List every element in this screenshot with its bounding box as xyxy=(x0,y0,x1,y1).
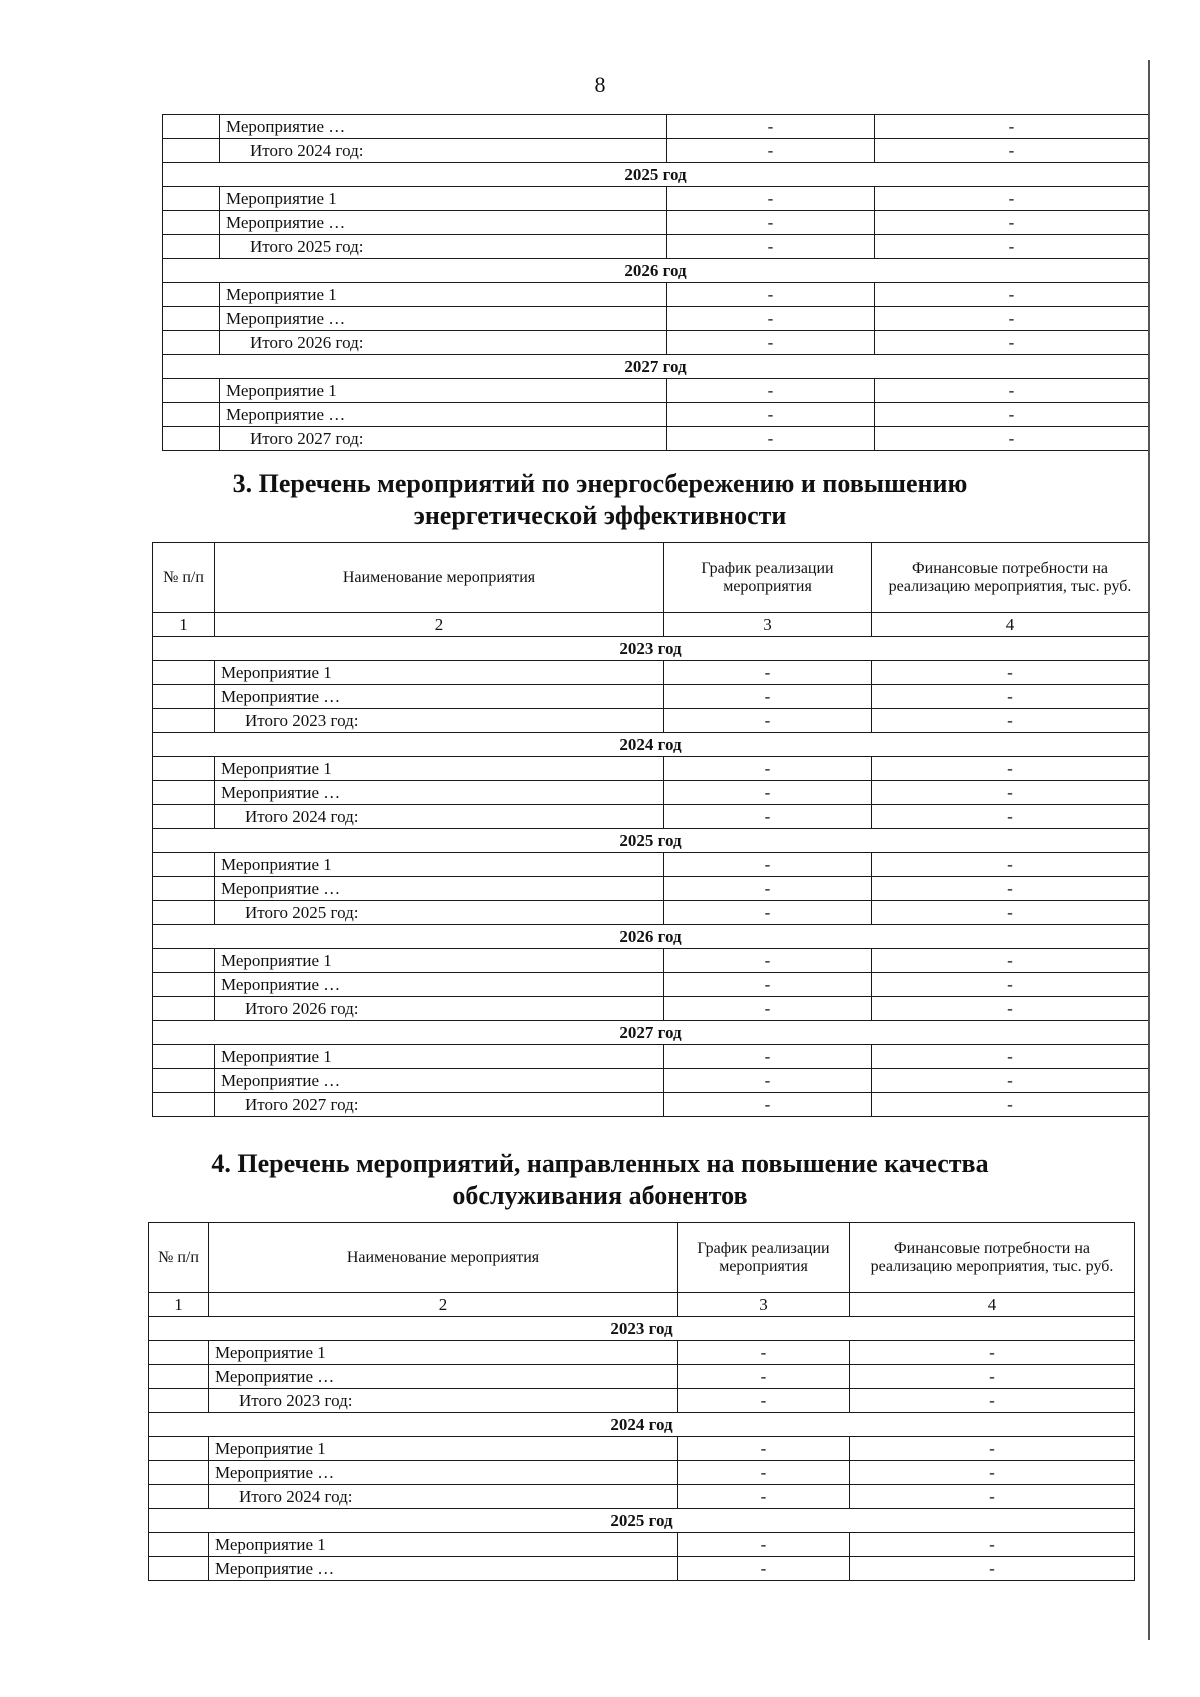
total-row xyxy=(163,427,1149,451)
schedule-cell: - xyxy=(678,1341,850,1365)
section-3-heading-line-1: 3. Перечень мероприятий по энергосбережению и повышению xyxy=(232,469,968,498)
activity-name: Мероприятие … xyxy=(220,403,667,427)
row-number-cell xyxy=(153,997,215,1021)
year-row xyxy=(163,163,1149,187)
schedule-cell: - xyxy=(667,235,875,259)
activity-name: Мероприятие 1 xyxy=(215,661,664,685)
schedule-cell: - xyxy=(667,115,875,139)
table-row xyxy=(149,1461,1135,1485)
row-number-cell xyxy=(153,757,215,781)
year-row xyxy=(149,1413,1135,1437)
schedule-cell: - xyxy=(678,1485,850,1509)
finance-cell: - xyxy=(850,1485,1135,1509)
table-row xyxy=(149,1341,1135,1365)
finance-cell: - xyxy=(850,1533,1135,1557)
schedule-cell: - xyxy=(664,973,872,997)
row-number-cell xyxy=(153,685,215,709)
table-row xyxy=(153,661,1149,685)
finance-cell: - xyxy=(875,403,1149,427)
page-number: 8 xyxy=(594,72,606,97)
header-finance: Финансовые потребности на реализацию мероприятия, тыс. руб. xyxy=(872,543,1149,613)
activity-name: Мероприятие 1 xyxy=(215,1045,664,1069)
row-number-cell xyxy=(149,1389,209,1413)
total-label: Итого 2025 год: xyxy=(220,235,667,259)
finance-cell: - xyxy=(872,757,1149,781)
row-number-cell xyxy=(163,235,220,259)
activity-name: Мероприятие 1 xyxy=(209,1341,678,1365)
schedule-cell: - xyxy=(667,403,875,427)
row-number-cell xyxy=(163,139,220,163)
finance-cell: - xyxy=(872,1093,1149,1117)
finance-cell: - xyxy=(872,877,1149,901)
year-row xyxy=(153,1021,1149,1045)
total-label: Итого 2023 год: xyxy=(209,1389,678,1413)
table-header xyxy=(149,1223,1135,1293)
finance-cell: - xyxy=(872,661,1149,685)
finance-cell: - xyxy=(872,805,1149,829)
total-row xyxy=(153,901,1149,925)
activity-name: Мероприятие 1 xyxy=(215,853,664,877)
activity-name: Мероприятие … xyxy=(220,115,667,139)
row-number-cell xyxy=(149,1533,209,1557)
finance-cell: - xyxy=(872,949,1149,973)
row-number-cell xyxy=(153,1093,215,1117)
finance-cell: - xyxy=(872,997,1149,1021)
finance-cell: - xyxy=(872,973,1149,997)
total-row xyxy=(153,1093,1149,1117)
schedule-cell: - xyxy=(664,997,872,1021)
schedule-cell: - xyxy=(664,757,872,781)
year-label: 2024 год xyxy=(153,733,1149,757)
column-number: 4 xyxy=(872,613,1149,637)
finance-cell: - xyxy=(875,379,1149,403)
header-name: Наименование мероприятия xyxy=(215,543,664,613)
activity-name: Мероприятие … xyxy=(220,211,667,235)
total-row xyxy=(149,1485,1135,1509)
column-number: 3 xyxy=(664,613,872,637)
total-row xyxy=(153,709,1149,733)
column-number: 2 xyxy=(215,613,664,637)
activity-name: Мероприятие … xyxy=(215,1069,664,1093)
table-row xyxy=(153,973,1149,997)
schedule-cell: - xyxy=(678,1365,850,1389)
table-row xyxy=(163,187,1149,211)
total-label: Итого 2026 год: xyxy=(220,331,667,355)
finance-cell: - xyxy=(850,1557,1135,1581)
activity-name: Мероприятие 1 xyxy=(209,1533,678,1557)
schedule-cell: - xyxy=(678,1557,850,1581)
row-number-cell xyxy=(149,1437,209,1461)
total-label: Итого 2024 год: xyxy=(215,805,664,829)
column-number: 1 xyxy=(153,613,215,637)
year-label: 2025 год xyxy=(149,1509,1135,1533)
schedule-cell: - xyxy=(678,1533,850,1557)
activity-name: Мероприятие 1 xyxy=(220,187,667,211)
header-name: Наименование мероприятия xyxy=(209,1223,678,1293)
total-label: Итого 2024 год: xyxy=(220,139,667,163)
section-4-heading xyxy=(0,1148,1200,1212)
row-number-cell xyxy=(163,307,220,331)
total-label: Итого 2027 год: xyxy=(220,427,667,451)
schedule-cell: - xyxy=(664,901,872,925)
activity-name: Мероприятие 1 xyxy=(215,757,664,781)
table-row xyxy=(149,1557,1135,1581)
row-number-cell xyxy=(149,1341,209,1365)
finance-cell: - xyxy=(850,1389,1135,1413)
year-row xyxy=(153,733,1149,757)
table-row xyxy=(153,877,1149,901)
row-number-cell xyxy=(153,853,215,877)
table-row xyxy=(149,1437,1135,1461)
section-4-heading-line-1: 4. Перечень мероприятий, направленных на повышение качества xyxy=(211,1149,989,1178)
schedule-cell: - xyxy=(664,949,872,973)
schedule-cell: - xyxy=(664,853,872,877)
year-row xyxy=(149,1317,1135,1341)
activity-name: Мероприятие 1 xyxy=(220,283,667,307)
schedule-cell: - xyxy=(667,211,875,235)
finance-cell: - xyxy=(875,427,1149,451)
schedule-cell: - xyxy=(678,1389,850,1413)
row-number-cell xyxy=(163,379,220,403)
activity-name: Мероприятие 1 xyxy=(209,1437,678,1461)
finance-cell: - xyxy=(850,1461,1135,1485)
schedule-cell: - xyxy=(678,1437,850,1461)
row-number-cell xyxy=(163,187,220,211)
schedule-cell: - xyxy=(667,427,875,451)
finance-cell: - xyxy=(872,781,1149,805)
schedule-cell: - xyxy=(664,685,872,709)
total-label: Итого 2026 год: xyxy=(215,997,664,1021)
row-number-cell xyxy=(153,781,215,805)
table-energy-saving xyxy=(152,542,1149,1117)
row-number-cell xyxy=(153,709,215,733)
total-label: Итого 2027 год: xyxy=(215,1093,664,1117)
table-row xyxy=(163,211,1149,235)
activity-name: Мероприятие … xyxy=(220,307,667,331)
schedule-cell: - xyxy=(664,781,872,805)
row-number-cell xyxy=(163,283,220,307)
table-row xyxy=(149,1365,1135,1389)
row-number-cell xyxy=(153,1045,215,1069)
column-number: 2 xyxy=(209,1293,678,1317)
activity-name: Мероприятие … xyxy=(215,973,664,997)
table-continuation xyxy=(162,114,1149,451)
row-number-cell xyxy=(153,661,215,685)
schedule-cell: - xyxy=(667,379,875,403)
column-number: 1 xyxy=(149,1293,209,1317)
finance-cell: - xyxy=(872,1045,1149,1069)
row-number-cell xyxy=(153,877,215,901)
table-row xyxy=(153,781,1149,805)
row-number-cell xyxy=(163,331,220,355)
total-row xyxy=(163,139,1149,163)
header-schedule: График реализации мероприятия xyxy=(678,1223,850,1293)
column-numbers-row xyxy=(149,1293,1135,1317)
section-3-heading xyxy=(0,468,1200,532)
row-number-cell xyxy=(163,211,220,235)
column-number: 3 xyxy=(678,1293,850,1317)
schedule-cell: - xyxy=(678,1461,850,1485)
finance-cell: - xyxy=(850,1437,1135,1461)
year-label: 2027 год xyxy=(163,355,1149,379)
schedule-cell: - xyxy=(667,283,875,307)
year-row xyxy=(153,637,1149,661)
finance-cell: - xyxy=(875,139,1149,163)
total-row xyxy=(153,997,1149,1021)
activity-name: Мероприятие 1 xyxy=(215,949,664,973)
table-row xyxy=(163,379,1149,403)
section-4-heading-line-2: обслуживания абонентов xyxy=(452,1181,748,1210)
schedule-cell: - xyxy=(664,661,872,685)
row-number-cell xyxy=(153,1069,215,1093)
year-row xyxy=(153,829,1149,853)
schedule-cell: - xyxy=(664,877,872,901)
activity-name: Мероприятие … xyxy=(215,877,664,901)
table-row xyxy=(153,685,1149,709)
page-edge-line xyxy=(1148,60,1150,1640)
year-row xyxy=(153,925,1149,949)
header-finance: Финансовые потребности на реализацию мероприятия, тыс. руб. xyxy=(850,1223,1135,1293)
activity-name: Мероприятие … xyxy=(209,1461,678,1485)
table-header xyxy=(153,543,1149,613)
table-row xyxy=(163,115,1149,139)
year-label: 2025 год xyxy=(163,163,1149,187)
row-number-cell xyxy=(149,1557,209,1581)
row-number-cell xyxy=(153,805,215,829)
table-row xyxy=(163,283,1149,307)
table-row xyxy=(153,853,1149,877)
schedule-cell: - xyxy=(664,709,872,733)
finance-cell: - xyxy=(875,187,1149,211)
total-row xyxy=(153,805,1149,829)
schedule-cell: - xyxy=(667,331,875,355)
row-number-cell xyxy=(163,403,220,427)
finance-cell: - xyxy=(850,1341,1135,1365)
year-row xyxy=(149,1509,1135,1533)
table-row xyxy=(153,1069,1149,1093)
total-row xyxy=(149,1389,1135,1413)
schedule-cell: - xyxy=(664,1093,872,1117)
total-row xyxy=(163,331,1149,355)
row-number-cell xyxy=(149,1461,209,1485)
row-number-cell xyxy=(153,901,215,925)
section-3-heading-line-2: энергетической эффективности xyxy=(413,501,787,530)
row-number-cell xyxy=(149,1485,209,1509)
activity-name: Мероприятие … xyxy=(209,1557,678,1581)
header-num: № п/п xyxy=(153,543,215,613)
finance-cell: - xyxy=(875,115,1149,139)
table-row xyxy=(149,1533,1135,1557)
row-number-cell xyxy=(153,949,215,973)
finance-cell: - xyxy=(875,307,1149,331)
total-label: Итого 2024 год: xyxy=(209,1485,678,1509)
table-row xyxy=(153,1045,1149,1069)
schedule-cell: - xyxy=(664,1069,872,1093)
table-row xyxy=(153,949,1149,973)
table-row xyxy=(163,403,1149,427)
year-label: 2027 год xyxy=(153,1021,1149,1045)
year-label: 2026 год xyxy=(153,925,1149,949)
row-number-cell xyxy=(153,973,215,997)
schedule-cell: - xyxy=(667,139,875,163)
year-label: 2025 год xyxy=(153,829,1149,853)
schedule-cell: - xyxy=(667,307,875,331)
table-customer-service xyxy=(148,1222,1135,1581)
year-label: 2023 год xyxy=(149,1317,1135,1341)
year-label: 2026 год xyxy=(163,259,1149,283)
year-label: 2024 год xyxy=(149,1413,1135,1437)
table-row xyxy=(153,757,1149,781)
row-number-cell xyxy=(163,427,220,451)
header-num: № п/п xyxy=(149,1223,209,1293)
finance-cell: - xyxy=(850,1365,1135,1389)
activity-name: Мероприятие … xyxy=(215,781,664,805)
total-label: Итого 2025 год: xyxy=(215,901,664,925)
activity-name: Мероприятие … xyxy=(215,685,664,709)
finance-cell: - xyxy=(872,709,1149,733)
finance-cell: - xyxy=(875,211,1149,235)
column-number: 4 xyxy=(850,1293,1135,1317)
year-row xyxy=(163,355,1149,379)
column-numbers-row xyxy=(153,613,1149,637)
year-row xyxy=(163,259,1149,283)
finance-cell: - xyxy=(875,235,1149,259)
header-schedule: График реализации мероприятия xyxy=(664,543,872,613)
total-row xyxy=(163,235,1149,259)
schedule-cell: - xyxy=(667,187,875,211)
finance-cell: - xyxy=(875,331,1149,355)
finance-cell: - xyxy=(872,1069,1149,1093)
finance-cell: - xyxy=(872,685,1149,709)
finance-cell: - xyxy=(872,901,1149,925)
row-number-cell xyxy=(149,1365,209,1389)
finance-cell: - xyxy=(872,853,1149,877)
table-row xyxy=(163,307,1149,331)
activity-name: Мероприятие … xyxy=(209,1365,678,1389)
schedule-cell: - xyxy=(664,805,872,829)
year-label: 2023 год xyxy=(153,637,1149,661)
row-number-cell xyxy=(163,115,220,139)
activity-name: Мероприятие 1 xyxy=(220,379,667,403)
total-label: Итого 2023 год: xyxy=(215,709,664,733)
finance-cell: - xyxy=(875,283,1149,307)
schedule-cell: - xyxy=(664,1045,872,1069)
